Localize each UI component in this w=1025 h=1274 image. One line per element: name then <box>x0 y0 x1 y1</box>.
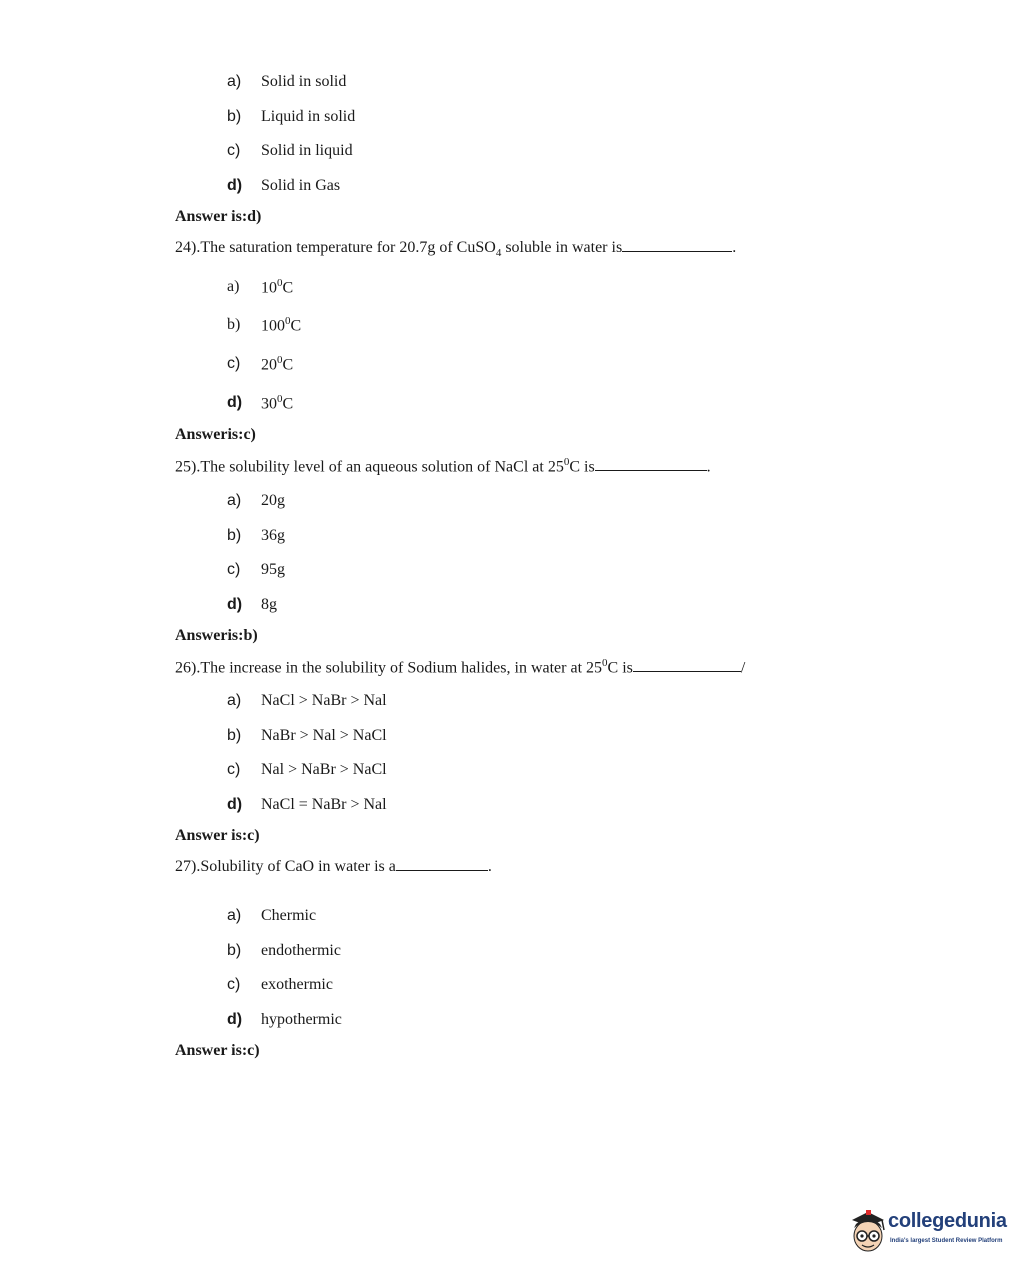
option-letter: c) <box>227 142 241 159</box>
q27-option-c <box>227 973 333 997</box>
option-text: Nal > NaBr > NaCl <box>261 761 387 778</box>
question-text: 27).Solubility of CaO in water is a <box>175 858 396 875</box>
question-text-suffix: C is <box>569 458 595 476</box>
option-letter: b) <box>227 942 242 959</box>
option-letter: d) <box>227 394 243 411</box>
option-text: Solid in liquid <box>261 142 353 159</box>
option-text: exothermic <box>261 976 333 993</box>
option-text: $20^0C$ <box>261 353 294 374</box>
option-text: 95g <box>261 561 285 578</box>
logo-name: collegedunia <box>888 1210 1007 1232</box>
q26-answer: Answer is:c) <box>175 827 260 844</box>
option-letter: a) <box>227 278 240 295</box>
option-letter: a) <box>227 692 242 709</box>
q23-option-d <box>227 174 340 198</box>
superscript: 0 <box>602 657 608 669</box>
q27-answer: Answer is:c) <box>175 1042 260 1059</box>
q27-option-a <box>227 904 316 928</box>
q24-option-d <box>227 391 293 415</box>
option-text: 20g <box>261 492 285 509</box>
q26-option-c <box>227 758 387 782</box>
option-text: hypothermic <box>261 1011 342 1028</box>
q25-option-c <box>227 558 285 582</box>
option-letter: c) <box>227 761 241 778</box>
q23-option-c <box>227 139 353 163</box>
question-end: . <box>732 239 737 256</box>
q23-option-a <box>227 70 346 94</box>
q24-question <box>175 239 736 259</box>
q27-option-b <box>227 939 341 963</box>
option-text: $100^0C$ <box>261 314 302 335</box>
option-letter: a) <box>227 73 242 90</box>
subscript: 4 <box>495 247 502 260</box>
q27-option-d <box>227 1008 342 1032</box>
option-text: NaCl = NaBr > Nal <box>261 796 387 813</box>
option-letter: d) <box>227 596 243 613</box>
option-text: $10^0C$ <box>261 276 294 297</box>
q26-option-d <box>227 793 387 817</box>
option-letter: a) <box>227 492 242 509</box>
option-letter: b) <box>227 527 242 544</box>
q24-option-b <box>227 313 301 337</box>
question-end: . <box>487 858 492 875</box>
option-text: NaCl > NaBr > Nal <box>261 692 387 709</box>
question-text: 26).The increase in the solubility of Sodium halides, in water at 25 <box>175 659 603 677</box>
answer-blank <box>396 858 488 871</box>
logo-tagline: India's largest Student Review Platform <box>890 1238 1003 1244</box>
q24-option-c <box>227 352 293 376</box>
q25-option-b <box>227 524 285 548</box>
q24-option-a <box>227 275 293 299</box>
question-text: 25).The solubility level of an aqueous solution of NaCl at 25 <box>175 458 564 476</box>
answer-blank <box>595 458 707 471</box>
q25-option-a <box>227 489 285 513</box>
option-text: Solid in Gas <box>261 177 341 194</box>
answer-blank <box>633 659 741 672</box>
question-end: . <box>706 458 711 476</box>
option-text: 36g <box>261 527 285 544</box>
question-text-suffix: soluble in water is <box>501 239 623 256</box>
question-end: / <box>740 659 746 677</box>
q23-option-b <box>227 105 355 129</box>
option-text: Liquid in solid <box>261 108 356 125</box>
q23-answer: Answer is:d) <box>175 208 262 225</box>
option-letter: d) <box>227 796 243 813</box>
q26-option-b <box>227 724 387 748</box>
q25-question <box>175 456 711 476</box>
q25-option-d <box>227 593 277 617</box>
question-text: 24).The saturation temperature for 20.7g of CuSO <box>175 239 496 256</box>
q26-option-a <box>227 689 387 713</box>
option-letter: d) <box>227 1011 243 1028</box>
option-text: $30^0C$ <box>261 392 294 413</box>
option-text: Chermic <box>261 907 317 924</box>
superscript: 0 <box>563 456 570 468</box>
option-letter: b) <box>227 108 242 125</box>
q27-question <box>175 858 492 876</box>
option-letter: d) <box>227 177 243 194</box>
option-letter: c) <box>227 355 241 372</box>
option-text: 8g <box>261 596 277 613</box>
option-text: endothermic <box>261 942 341 959</box>
option-letter: b) <box>227 316 241 333</box>
q25-answer: Answeris:b) <box>175 627 258 644</box>
mascot-icon <box>846 1206 890 1256</box>
option-text: Solid in solid <box>261 73 347 90</box>
q26-question <box>175 657 745 677</box>
collegedunia-logo <box>846 1206 1016 1256</box>
q24-answer: Answeris:c) <box>175 426 256 443</box>
option-text: NaBr > Nal > NaCl <box>261 727 387 744</box>
option-letter: a) <box>227 907 242 924</box>
question-text-suffix: C is <box>607 659 633 677</box>
option-letter: b) <box>227 727 242 744</box>
option-letter: c) <box>227 561 241 578</box>
option-letter: c) <box>227 976 241 993</box>
answer-blank <box>622 239 732 252</box>
